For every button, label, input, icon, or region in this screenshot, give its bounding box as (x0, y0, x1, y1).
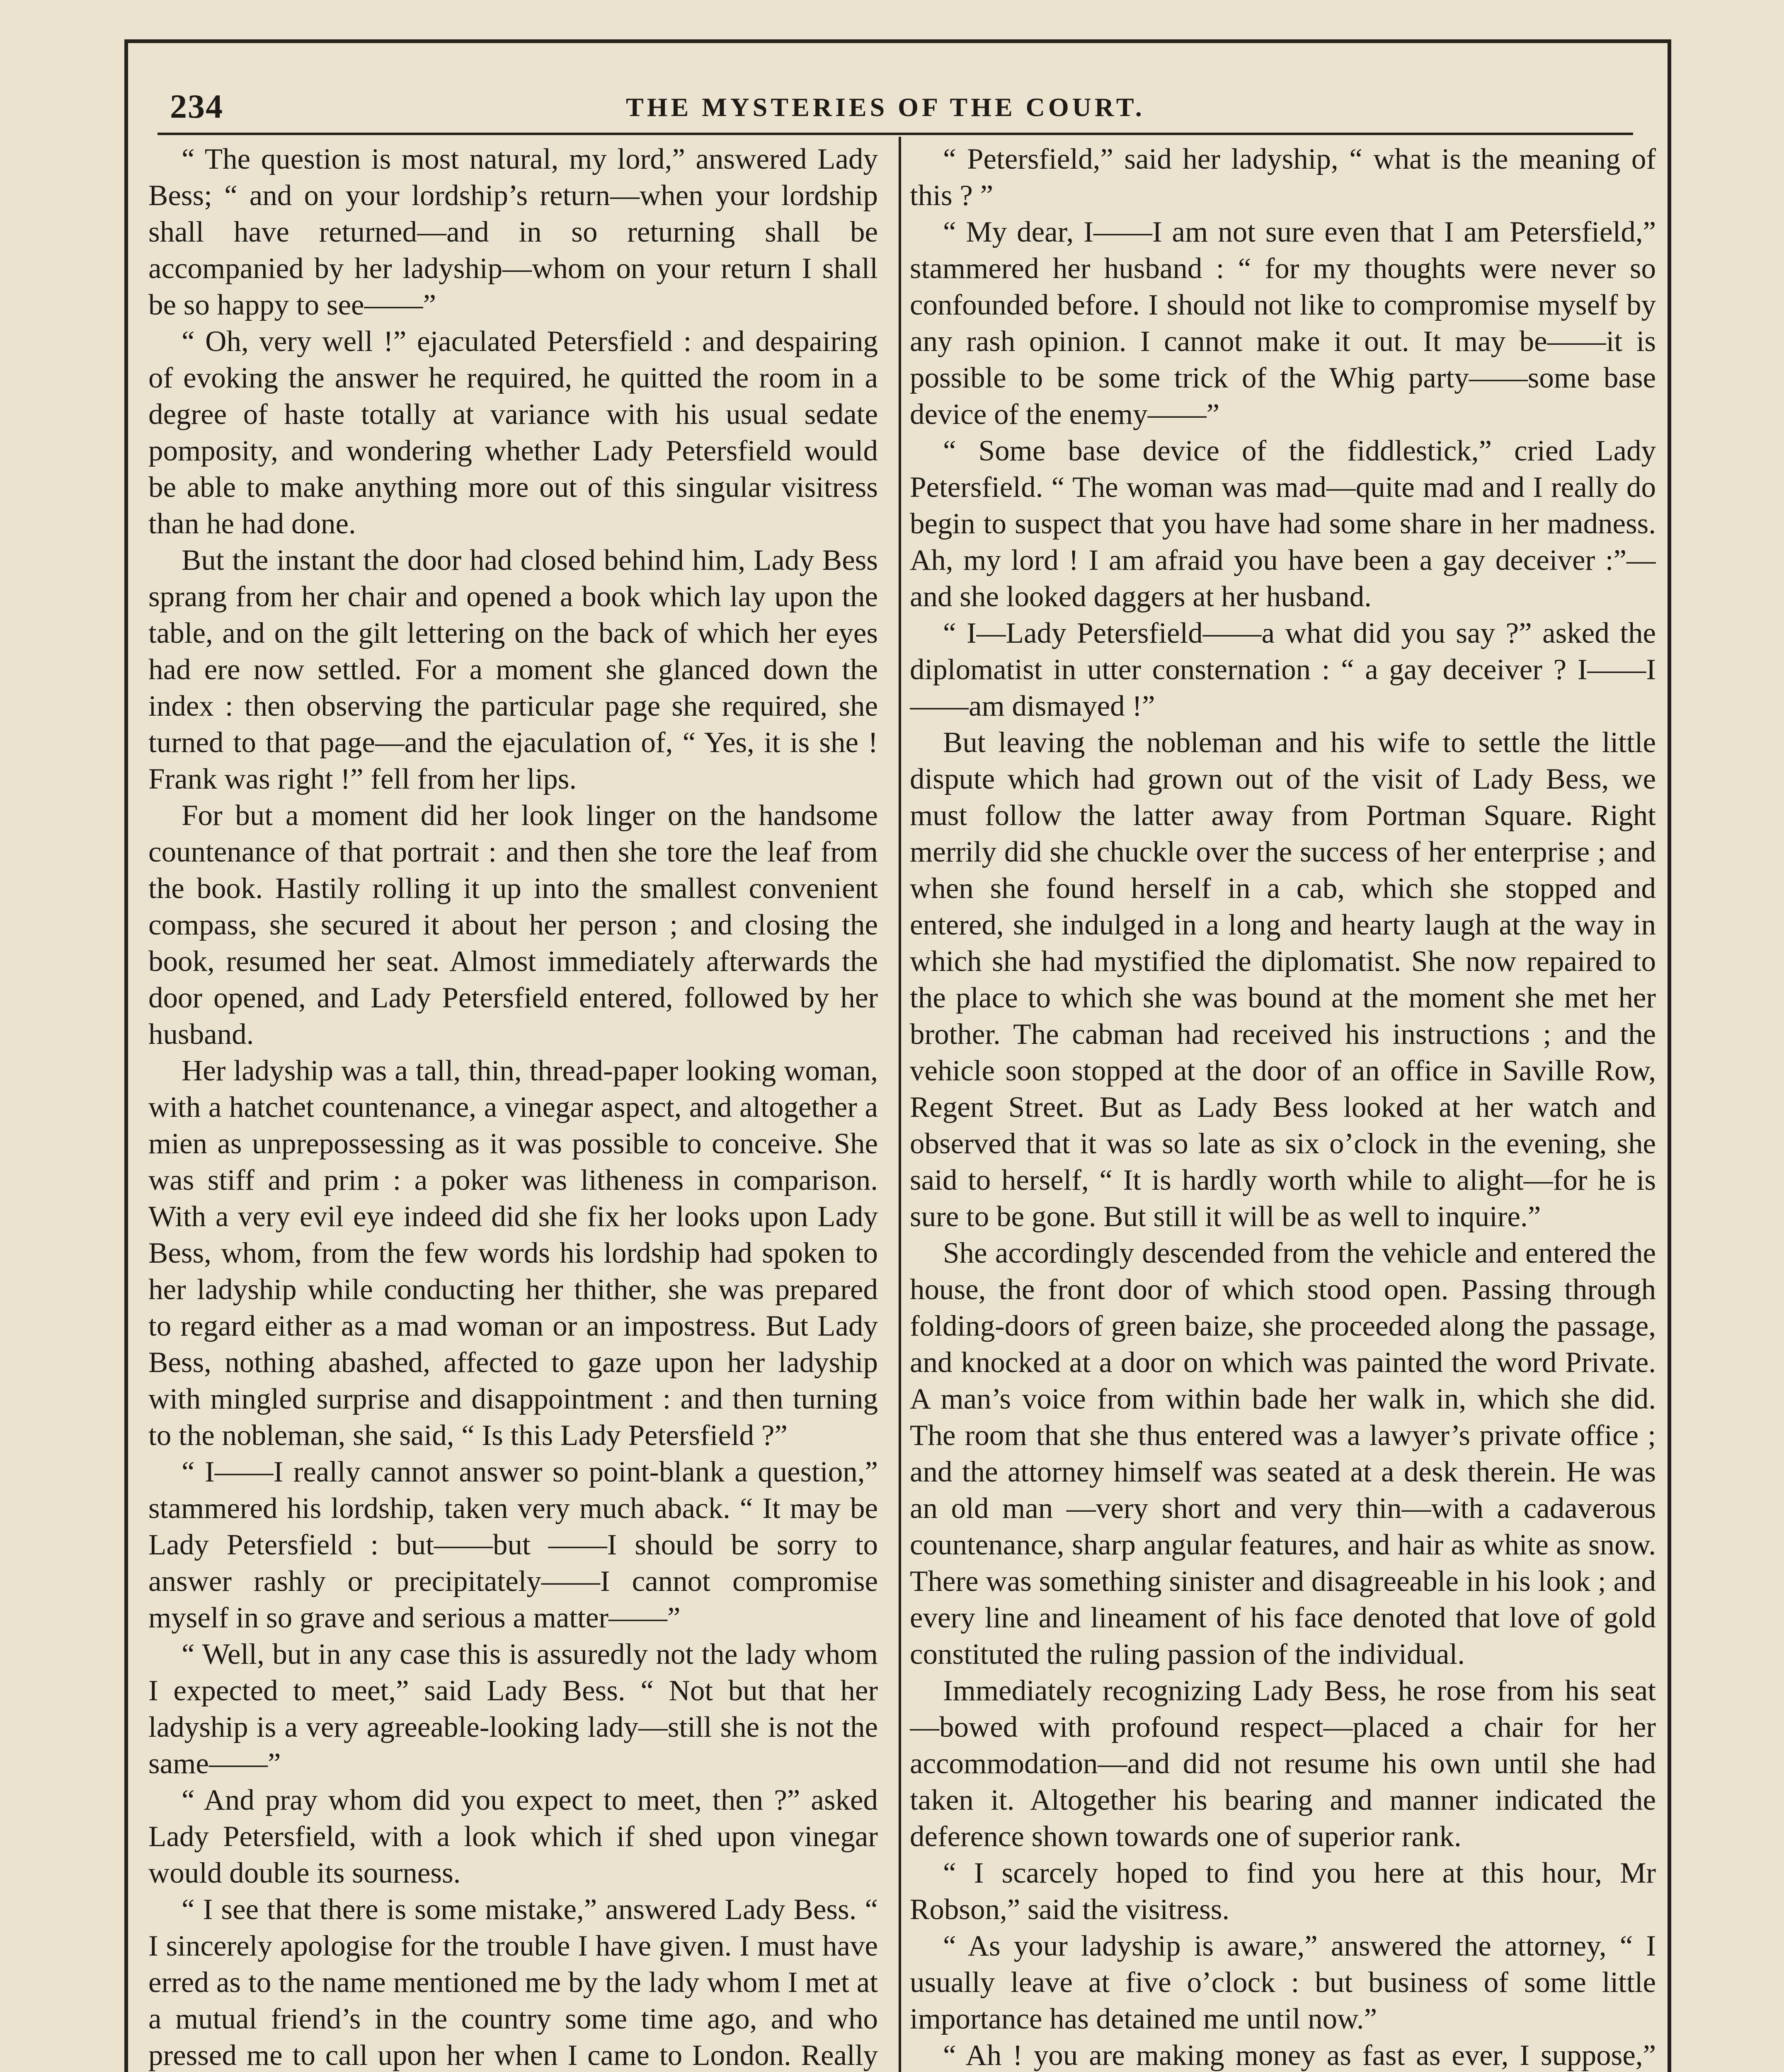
running-title: THE MYSTERIES OF THE COURT. (626, 92, 1145, 122)
paragraph: She accordingly descended from the vehicle and entered the house, the front door of which stood open. Passing through folding-doors of green baize, she proceeded along the passage, and knocked at a door on which was painted the word Private. A man’s voice from within bade her walk in, which she did. The room that she thus entered was a lawyer’s private office ; and the attorney himself was seated at a desk therein. He was an old man —very short and very thin—with a cadaverous countenance, sharp angular features, and hair as white as snow. There was something sinister and disagreeable in his look ; and every line and lineament of his face denoted that love of gold constituted the ruling passion of the individual. (910, 1237, 1656, 1670)
paragraph: “ I—Lady Petersfield——a what did you say ?” asked the diplomatist in utter consternation : “ a gay deceiver ? I——I——am dismayed !” (910, 617, 1656, 722)
paragraph: For but a moment did her look linger on the handsome countenance of that portrait : and then she tore the leaf from the book. Hastily rolling it up into the smallest convenient compass, she secured it about her person ; and closing the book, resumed her seat. Almost immediately afterwards the door opened, and Lady Petersfield entered, followed by her husband. (148, 799, 878, 1051)
paragraph: “ The question is most natural, my lord,” answered Lady Bess; “ and on your lordship’s return—when your lordship shall have returned—and in so returning shall be accompanied by her ladyship—whom on your return I shall be so happy to see——” (148, 143, 878, 321)
paragraph: But the instant the door had closed behind him, Lady Bess sprang from her chair and opened a book which lay upon the table, and on the gilt lettering on the back of which her eyes had ere now settled. For a moment she glanced down the index : then observing the particular page she required, she turned to that page—and the ejaculation of, “ Yes, it is she ! Frank was right !” fell from her lips. (148, 544, 878, 795)
paragraph: “ Oh, very well !” ejaculated Petersfield : and despairing of evoking the answer he required, he quitted the room in a degree of haste totally at variance with his usual sedate pomposity, and wondering whether Lady Petersfield would be able to make anything more out of this singular visitress than he had done. (148, 325, 878, 540)
paragraph: “ Ah ! you are making money as fast as ever, I suppose,” (943, 2039, 1656, 2072)
paragraph: “ As your ladyship is aware,” answered the attorney, “ I usually leave at five o’clock : but business of some little importance has detained me until now.” (910, 1930, 1656, 2035)
paragraph: “ My dear, I——I am not sure even that I am Petersfield,” stammered her husband : “ for my thoughts were never so confounded before. I should not like to compromise myself by any rash opinion. I cannot make it out. It may be——it is possible to be some trick of the Whig party——some base device of the enemy——” (910, 216, 1656, 431)
text-column-left (148, 141, 878, 2072)
text-column-right (910, 141, 1656, 2072)
paragraph: “ Well, but in any case this is assuredly not the lady whom I expected to meet,” said Lady Bess. “ Not but that her ladyship is a very agreeable-looking lady—still she is not the same——” (148, 1638, 878, 1780)
page-number: 234 (170, 87, 223, 125)
page-header (170, 87, 1629, 128)
header-rule (158, 133, 1633, 135)
paragraph: Immediately recognizing Lady Bess, he rose from his seat—bowed with profound respect—placed a chair for her accommodation—and did not resume his own until she had taken it. Altogether his bearing and manner indicated the deference shown towards one of superior rank. (910, 1675, 1656, 1853)
paragraph: “ Some base device of the fiddlestick,” cried Lady Petersfield. “ The woman was mad—quite mad and I really do begin to suspect that you have had some share in her madness. Ah, my lord ! I am afraid you have been a gay deceiver :”—and she looked daggers at her husband. (910, 435, 1656, 613)
paragraph: “ I scarcely hoped to find you here at this hour, Mr Robson,” said the visitress. (910, 1857, 1656, 1926)
paragraph: “ I——I really cannot answer so point-blank a question,” stammered his lordship, taken very much aback. “ It may be Lady Petersfield : but——but ——I should be sorry to answer rashly or precipitately——I cannot compromise myself in so grave and serious a matter——” (148, 1456, 878, 1634)
paragraph: “ Petersfield,” said her ladyship, “ what is the meaning of this ? ” (910, 143, 1656, 212)
paragraph: But leaving the nobleman and his wife to settle the little dispute which had grown out of the visit of Lady Bess, we must follow the latter away from Portman Square. Right merrily did she chuckle over the success of her enterprise ; and when she found herself in a cab, which she stopped and entered, she indulged in a long and hearty laugh at the way in which she had mystified the diplomatist. She now repaired to the place to which she was bound at the moment she met her brother. The cabman had received his instructions ; and the vehicle soon stopped at the door of an office in Saville Row, Regent Street. But as Lady Bess looked at her watch and observed that it was so late as six o’clock in the evening, she said to herself, “ It is hardly worth while to alight—for he is sure to be gone. But still it will be as well to inquire.” (910, 726, 1656, 1233)
column-divider (899, 137, 901, 2072)
paragraph: Her ladyship was a tall, thin, thread-paper looking woman, with a hatchet countenance, a vinegar aspect, and altogether a mien as unprepossessing as it was possible to conceive. She was stiff and prim : a poker was litheness in comparison. With a very evil eye indeed did she fix her looks upon Lady Bess, whom, from the few words his lordship had spoken to her ladyship while conducting her thither, she was prepared to regard either as a mad woman or an impostress. But Lady Bess, nothing abashed, affected to gaze upon her ladyship with mingled surprise and disappointment : and then turning to the nobleman, she said, “ Is this Lady Petersfield ?” (148, 1055, 878, 1452)
paragraph: “ And pray whom did you expect to meet, then ?” asked Lady Petersfield, with a look which if shed upon vinegar would double its sourness. (148, 1784, 878, 1889)
paragraph: “ I see that there is some mistake,” answered Lady Bess. “ I sincerely apologise for the trouble I have given. I must have erred as to the name mentioned me by the lady whom I met at a mutual friend’s in the country some time ago, and who pressed me to call upon her when I came to London. Really (148, 1893, 878, 2072)
